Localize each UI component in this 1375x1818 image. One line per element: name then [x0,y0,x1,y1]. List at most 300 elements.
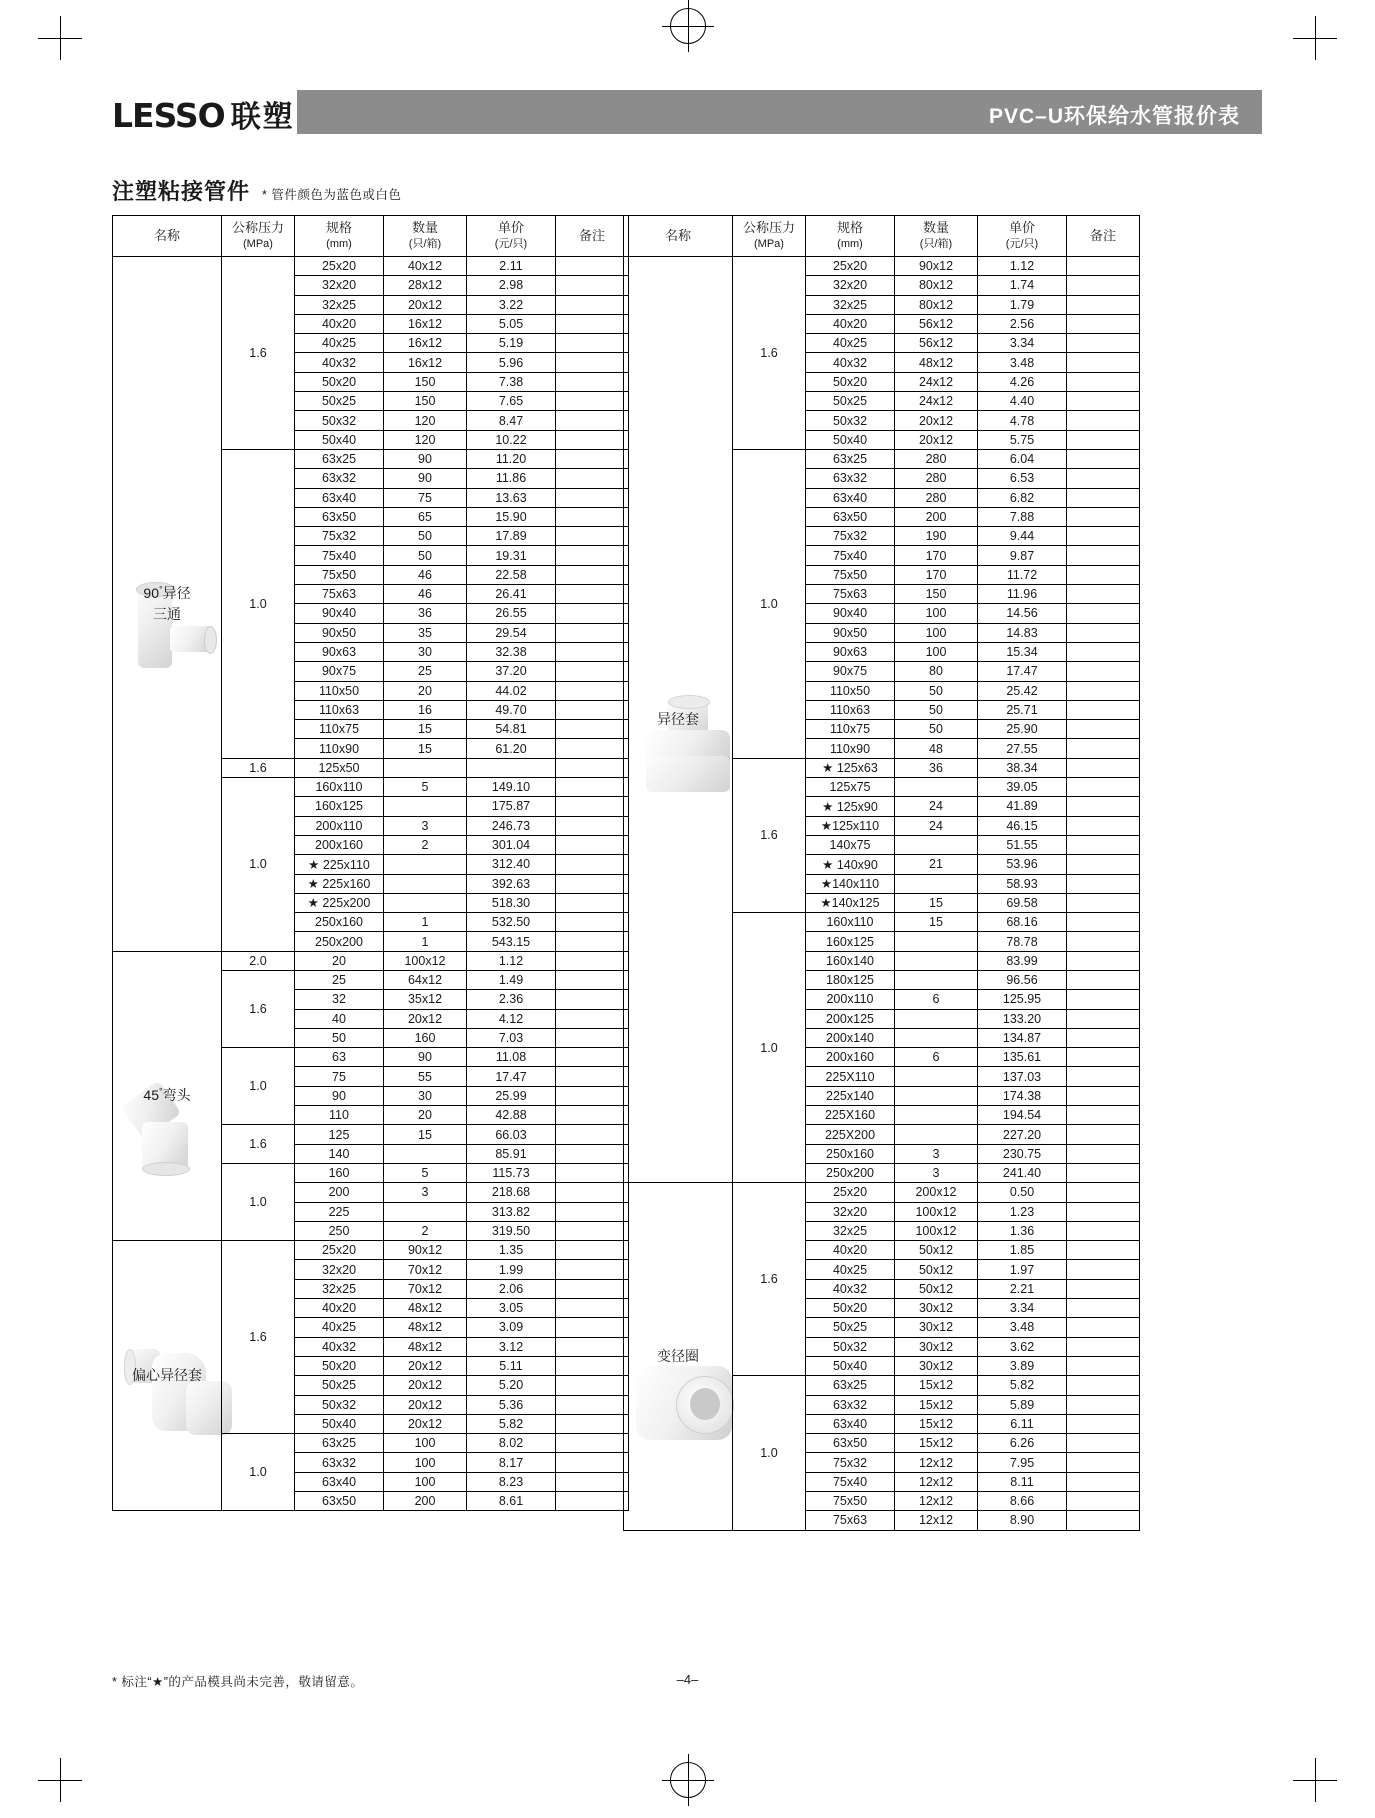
qty-cell: 100 [895,604,978,623]
qty-cell [384,758,467,777]
price-cell: 392.63 [467,874,556,893]
note-cell [1067,1356,1140,1375]
pressure-cell: 1.6 [733,1183,806,1376]
qty-cell [895,1067,978,1086]
pressure-cell: 1.0 [733,449,806,758]
spec-cell: 110x90 [295,739,384,758]
qty-cell: 3 [895,1163,978,1182]
note-cell [556,314,629,333]
spec-cell: 63x32 [295,469,384,488]
col-header-qty: 数量 (只/箱) [895,216,978,257]
qty-cell: 20x12 [384,1376,467,1395]
note-cell [556,1221,629,1240]
price-cell: 2.56 [978,314,1067,333]
spec-cell: 50x40 [295,1414,384,1433]
spec-cell: 90x63 [295,642,384,661]
note-cell [556,1434,629,1453]
note-cell [556,449,629,468]
qty-cell: 200x12 [895,1183,978,1202]
note-cell [556,1260,629,1279]
qty-cell: 170 [895,546,978,565]
price-cell: 5.05 [467,314,556,333]
crop-mark-bl-v [60,1758,61,1802]
qty-cell: 15 [384,739,467,758]
spec-cell: 75x40 [806,1472,895,1491]
qty-cell: 20 [384,1106,467,1125]
qty-cell: 160 [384,1028,467,1047]
brand-logo-latin: LESSO [112,96,225,135]
spec-cell: 40x32 [806,353,895,372]
price-cell: 175.87 [467,797,556,816]
spec-cell: 25x20 [806,1183,895,1202]
qty-cell: 170 [895,565,978,584]
price-cell: 1.12 [467,951,556,970]
price-cell: 8.02 [467,1434,556,1453]
col-header-qty: 数量 (只/箱) [384,216,467,257]
price-cell: 301.04 [467,835,556,854]
note-cell [556,469,629,488]
spec-cell: 250x160 [295,913,384,932]
col-header-price: 单价 (元/只) [978,216,1067,257]
qty-cell: 12x12 [895,1472,978,1491]
spec-cell: 250x200 [295,932,384,951]
note-cell [556,1144,629,1163]
note-cell [556,700,629,719]
note-cell [556,276,629,295]
qty-cell [384,1144,467,1163]
spec-cell: 90x63 [806,642,895,661]
qty-cell: 90x12 [895,257,978,276]
note-cell [1067,334,1140,353]
spec-cell: 110x63 [806,700,895,719]
qty-cell: 36 [384,604,467,623]
qty-cell: 48x12 [384,1299,467,1318]
spec-cell: ★140x125 [806,893,895,912]
note-cell [1067,778,1140,797]
header-title-bar [297,90,1262,134]
pressure-cell: 1.0 [733,913,806,1183]
note-cell [1067,739,1140,758]
spec-cell: 110x63 [295,700,384,719]
qty-cell: 3 [384,816,467,835]
spec-cell: 90x75 [806,662,895,681]
price-cell: 58.93 [978,874,1067,893]
qty-cell: 16x12 [384,353,467,372]
price-cell: 4.26 [978,372,1067,391]
spec-cell: 75x63 [295,585,384,604]
pressure-cell: 1.6 [733,758,806,912]
note-cell [1067,565,1140,584]
col-header-name: 名称 [113,216,222,257]
spec-cell: 50x32 [806,411,895,430]
note-cell [556,642,629,661]
qty-cell: 100x12 [895,1202,978,1221]
spec-cell: 160x110 [295,778,384,797]
qty-cell: 100 [895,623,978,642]
note-cell [1067,1279,1140,1298]
price-cell: 25.99 [467,1086,556,1105]
note-cell [556,604,629,623]
spec-cell: 90x40 [806,604,895,623]
price-cell: 6.04 [978,449,1067,468]
qty-cell: 50 [384,527,467,546]
note-cell [1067,835,1140,854]
spec-cell: 63x50 [806,507,895,526]
note-cell [1067,507,1140,526]
qty-cell: 30x12 [895,1318,978,1337]
spec-cell: 40x25 [806,334,895,353]
price-cell: 5.89 [978,1395,1067,1414]
col-header-name: 名称 [624,216,733,257]
price-cell: 85.91 [467,1144,556,1163]
spec-cell: 50x32 [295,411,384,430]
spec-cell: 63x25 [295,1434,384,1453]
registration-mark-bottom [670,1762,706,1798]
qty-cell: 5 [384,1163,467,1182]
spec-cell: 75x40 [295,546,384,565]
qty-cell: 200 [384,1492,467,1511]
spec-cell: 63x40 [806,1414,895,1433]
qty-cell: 40x12 [384,257,467,276]
spec-cell: 75x63 [806,1511,895,1530]
price-cell: 2.36 [467,990,556,1009]
note-cell [1067,874,1140,893]
note-cell [1067,855,1140,874]
table-header-row [113,216,629,257]
qty-cell: 16 [384,700,467,719]
spec-cell: 63x50 [295,507,384,526]
note-cell [556,527,629,546]
spec-cell: 63x32 [806,469,895,488]
spec-cell: 140 [295,1144,384,1163]
qty-cell [895,951,978,970]
note-cell [1067,1183,1140,1202]
note-cell [556,411,629,430]
note-cell [556,893,629,912]
note-cell [1067,314,1140,333]
note-cell [1067,720,1140,739]
note-cell [1067,449,1140,468]
section-title: 注塑粘接管件 [112,179,251,204]
price-cell: 69.58 [978,893,1067,912]
spec-cell: 50x40 [295,430,384,449]
spec-cell: 200x125 [806,1009,895,1028]
spec-cell: 225 [295,1202,384,1221]
price-cell: 1.23 [978,1202,1067,1221]
price-cell: 25.71 [978,700,1067,719]
section-heading [112,175,401,206]
price-cell: 11.96 [978,585,1067,604]
price-cell: 78.78 [978,932,1067,951]
spec-cell: 40x20 [295,314,384,333]
spec-cell: 63x40 [806,488,895,507]
qty-cell: 50x12 [895,1260,978,1279]
spec-cell: ★ 140x90 [806,855,895,874]
qty-cell: 20x12 [384,1356,467,1375]
qty-cell [895,1106,978,1125]
note-cell [556,1299,629,1318]
pressure-cell: 1.0 [222,1434,295,1511]
price-cell: 3.22 [467,295,556,314]
qty-cell: 20x12 [384,1395,467,1414]
price-cell: 37.20 [467,662,556,681]
qty-cell: 80x12 [895,295,978,314]
spec-cell: 225x140 [806,1086,895,1105]
note-cell [556,1183,629,1202]
qty-cell: 200 [895,507,978,526]
spec-cell: 40x20 [295,1299,384,1318]
spec-cell: 75x50 [806,1492,895,1511]
note-cell [1067,951,1140,970]
spec-cell: 200x140 [806,1028,895,1047]
note-cell [556,1106,629,1125]
note-cell [1067,816,1140,835]
spec-cell: ★ 125x90 [806,797,895,816]
col-header-price: 单价 (元/只) [467,216,556,257]
spec-cell: 110 [295,1106,384,1125]
note-cell [1067,797,1140,816]
note-cell [556,1492,629,1511]
price-cell: 8.66 [978,1492,1067,1511]
price-cell: 8.11 [978,1472,1067,1491]
note-cell [556,1395,629,1414]
qty-cell: 100 [895,642,978,661]
spec-cell: ★125x110 [806,816,895,835]
qty-cell: 1 [384,932,467,951]
qty-cell: 46 [384,565,467,584]
qty-cell: 12x12 [895,1511,978,1530]
qty-cell: 30 [384,642,467,661]
spec-cell: 40x25 [806,1260,895,1279]
price-cell: 6.82 [978,488,1067,507]
price-cell: 241.40 [978,1163,1067,1182]
price-cell: 9.44 [978,527,1067,546]
qty-cell: 35 [384,623,467,642]
note-cell [1067,1028,1140,1047]
qty-cell: 150 [384,392,467,411]
price-cell: 174.38 [978,1086,1067,1105]
qty-cell: 48x12 [895,353,978,372]
note-cell [1067,604,1140,623]
col-header-note: 备注 [1067,216,1140,257]
spec-cell: 75x50 [806,565,895,584]
price-cell: 46.15 [978,816,1067,835]
spec-cell: 90x40 [295,604,384,623]
spec-cell: 50x25 [295,1376,384,1395]
price-cell: 3.62 [978,1337,1067,1356]
qty-cell: 35x12 [384,990,467,1009]
spec-cell: 40x32 [295,353,384,372]
price-cell: 133.20 [978,1009,1067,1028]
qty-cell [895,1009,978,1028]
note-cell [556,353,629,372]
qty-cell: 36 [895,758,978,777]
note-cell [556,585,629,604]
price-cell: 2.98 [467,276,556,295]
price-cell: 96.56 [978,970,1067,989]
spec-cell: 225X110 [806,1067,895,1086]
qty-cell: 20x12 [895,430,978,449]
note-cell [556,623,629,642]
note-cell [1067,1376,1140,1395]
price-cell: 14.56 [978,604,1067,623]
qty-cell: 100 [384,1434,467,1453]
pressure-cell: 1.6 [222,1241,295,1434]
right-price-table [623,215,1140,1531]
price-cell: 313.82 [467,1202,556,1221]
note-cell [556,1163,629,1182]
note-cell [556,662,629,681]
note-cell [556,392,629,411]
spec-cell: 63x25 [806,1376,895,1395]
note-cell [1067,1125,1140,1144]
qty-cell: 65 [384,507,467,526]
note-cell [556,913,629,932]
spec-cell: 90x75 [295,662,384,681]
spec-cell: 40x25 [295,1318,384,1337]
price-cell: 17.47 [978,662,1067,681]
qty-cell: 70x12 [384,1279,467,1298]
spec-cell: 200x160 [806,1048,895,1067]
price-cell: 26.55 [467,604,556,623]
spec-cell: 110x50 [295,681,384,700]
price-cell: 518.30 [467,893,556,912]
qty-cell: 24x12 [895,392,978,411]
price-cell: 51.55 [978,835,1067,854]
qty-cell: 20x12 [895,411,978,430]
price-cell: 29.54 [467,623,556,642]
price-cell: 7.03 [467,1028,556,1047]
spec-cell: ★ 225x200 [295,893,384,912]
price-cell: 6.11 [978,1414,1067,1433]
pressure-cell: 2.0 [222,951,295,970]
qty-cell: 15 [384,720,467,739]
price-cell: 8.61 [467,1492,556,1511]
note-cell [1067,295,1140,314]
price-cell: 11.86 [467,469,556,488]
note-cell [556,334,629,353]
qty-cell: 30 [384,1086,467,1105]
spec-cell: 50x20 [806,372,895,391]
note-cell [556,1048,629,1067]
note-cell [1067,1106,1140,1125]
spec-cell: 200x110 [295,816,384,835]
pressure-cell: 1.0 [733,1376,806,1530]
note-cell [556,1202,629,1221]
qty-cell: 12x12 [895,1492,978,1511]
qty-cell: 90 [384,469,467,488]
qty-cell: 15x12 [895,1376,978,1395]
price-cell: 1.97 [978,1260,1067,1279]
spec-cell: 50x25 [295,392,384,411]
qty-cell: 15 [384,1125,467,1144]
price-cell: 1.35 [467,1241,556,1260]
spec-cell: 50 [295,1028,384,1047]
spec-cell: 40x20 [806,314,895,333]
note-cell [1067,1260,1140,1279]
spec-cell: 180x125 [806,970,895,989]
price-cell: 42.88 [467,1106,556,1125]
qty-cell: 25 [384,662,467,681]
note-cell [556,488,629,507]
price-cell: 4.78 [978,411,1067,430]
qty-cell: 24 [895,797,978,816]
qty-cell: 15 [895,893,978,912]
spec-cell: 32x25 [806,1221,895,1240]
qty-cell: 48x12 [384,1337,467,1356]
qty-cell [384,797,467,816]
note-cell [556,970,629,989]
price-cell: 1.49 [467,970,556,989]
price-cell: 8.90 [978,1511,1067,1530]
qty-cell: 3 [895,1144,978,1163]
spec-cell: 32x20 [806,276,895,295]
spec-cell: 75x32 [806,527,895,546]
spec-cell: 50x25 [806,1318,895,1337]
note-cell [556,372,629,391]
qty-cell: 48x12 [384,1318,467,1337]
spec-cell: 160x125 [295,797,384,816]
note-cell [1067,758,1140,777]
qty-cell: 80 [895,662,978,681]
qty-cell: 15x12 [895,1434,978,1453]
spec-cell: 250 [295,1221,384,1240]
note-cell [1067,662,1140,681]
spec-cell: 200x110 [806,990,895,1009]
col-header-pressure: 公称压力 (MPa) [222,216,295,257]
price-cell: 1.74 [978,276,1067,295]
crop-mark-br-v [1315,1758,1316,1802]
price-cell: 19.31 [467,546,556,565]
spec-cell: 63x25 [806,449,895,468]
spec-cell: 75x32 [295,527,384,546]
qty-cell: 48 [895,739,978,758]
price-cell: 8.17 [467,1453,556,1472]
price-cell: 8.47 [467,411,556,430]
qty-cell: 2 [384,1221,467,1240]
price-cell: 1.99 [467,1260,556,1279]
spec-cell: 20 [295,951,384,970]
note-cell [1067,276,1140,295]
qty-cell: 50 [895,681,978,700]
group-name-0: 异径套 [624,257,733,1183]
note-cell [556,990,629,1009]
qty-cell [895,835,978,854]
qty-cell: 50x12 [895,1241,978,1260]
note-cell [556,1453,629,1472]
spec-cell: 225X160 [806,1106,895,1125]
qty-cell: 24x12 [895,372,978,391]
spec-cell: 110x90 [806,739,895,758]
price-cell: 135.61 [978,1048,1067,1067]
spec-cell: 50x32 [295,1395,384,1414]
price-cell: 3.05 [467,1299,556,1318]
note-cell [556,1067,629,1086]
qty-cell: 75 [384,488,467,507]
note-cell [556,797,629,816]
note-cell [1067,372,1140,391]
qty-cell: 100x12 [895,1221,978,1240]
price-cell: 4.12 [467,1009,556,1028]
section-note: * 管件颜色为蓝色或白色 [262,188,402,202]
page-title: PVC–U环保给水管报价表 [988,105,1240,128]
spec-cell: 140x75 [806,835,895,854]
qty-cell: 6 [895,990,978,1009]
note-cell [1067,353,1140,372]
note-cell [1067,1395,1140,1414]
qty-cell: 120 [384,430,467,449]
price-cell: 2.11 [467,257,556,276]
